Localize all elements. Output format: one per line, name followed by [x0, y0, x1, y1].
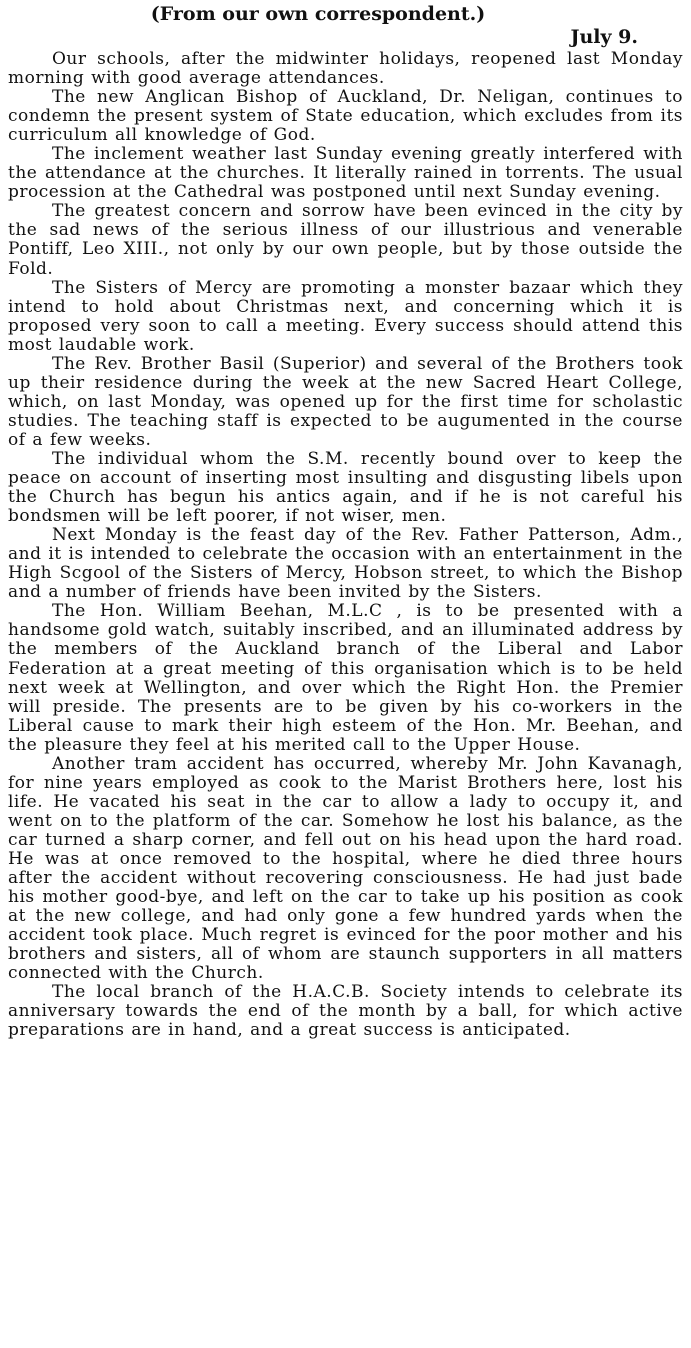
paragraph-college: The Rev. Brother Basil (Superior) and several of the Brothers took up their residence during the week at the new Sacred Heart College, which, on last Monday, was opened up for the first time for scholastic studies. The teaching staff is expected to be augumented in the course of a few weeks. — [8, 353, 683, 450]
correspondent-header: (From our own correspondent.) — [150, 3, 486, 25]
paragraph-hacb-society: The local branch of the H.A.C.B. Society intends to celebrate its anniversary towards the end of the month by a ball, for which active preparations are in hand, and a great success is anticipated. — [8, 982, 683, 1041]
paragraph-bazaar: The Sisters of Mercy are promoting a monster bazaar which they intend to hold about Christmas next, and concerning which it is proposed very soon to call a meeting. Every success should attend this most laudable work. — [8, 277, 683, 355]
paragraph-pontiff: The greatest concern and sorrow have been evinced in the city by the sad news of the serious illness of our illustrious and venerable Pontiff, Leo XIII., not only by our own people, but by those outside the Fold. — [8, 201, 683, 279]
dateline: July 9. — [570, 26, 638, 48]
paragraph-weather: The inclement weather last Sunday evening greatly interfered with the attendance at the churches. It literally rained in torrents. The usual procession at the Cathedral was postponed until next Sunday evening. — [8, 144, 683, 203]
paragraph-libels: The individual whom the S.M. recently bound over to keep the peace on account of inserting most insulting and disgusting libels upon the Church has begun his antics again, and if he is not careful his bondsmen will be left poorer, if not wiser, men. — [8, 448, 683, 527]
paragraph-bishop: The new Anglican Bishop of Auckland, Dr. Neligan, continues to condemn the present system of State education, which excludes from its curriculum all knowledge of God. — [8, 87, 683, 146]
paragraph-presentation: The Hon. William Beehan, M.L.C , is to be presented with a handsome gold watch, suitably inscribed, and an illuminated address by the members of the Auckland branch of the Liberal and Labor Federation at a great meeting of this organisation which is to be held next week at Wellington, and over which the Right Hon. the Premier will preside. The presents are to be given by his co-workers in the Liberal cause to mark their high esteem of the Hon. Mr. Beehan, and the pleasure they feel at his merited call to the Upper House. — [8, 601, 683, 755]
paragraph-schools: Our schools, after the midwinter holidays, reopened last Monday morning with good average attendances. — [8, 49, 683, 89]
paragraph-tram-accident: Another tram accident has occurred, whereby Mr. John Kavanagh, for nine years employed as cook to the Marist Brothers here, lost his life. He vacated his seat in the car to allow a lady to occupy it, and went on to the platform of the car. Somehow he lost his balance, as the car turned a sharp corner, and fell out on his head upon the hard road. He was at once removed to the hospital, where he died three hours after the accident without recovering consciousness. He had just bade his mother good-bye, and left on the car to take up his position as cook at the new college, and had only gone a few hundred yards when the accident took place. Much regret is evinced for the poor mother and his brothers and sisters, all of whom are staunch supporters in all matters connected with the Church. — [8, 753, 683, 984]
paragraph-feast-day: Next Monday is the feast day of the Rev. Father Patterson, Adm., and it is intended to celebrate the occasion with an entertainment in the High Scgool of the Sisters of Mercy, Hobson street, to which the Bishop and a number of friends have been invited by the Sisters. — [8, 525, 683, 603]
